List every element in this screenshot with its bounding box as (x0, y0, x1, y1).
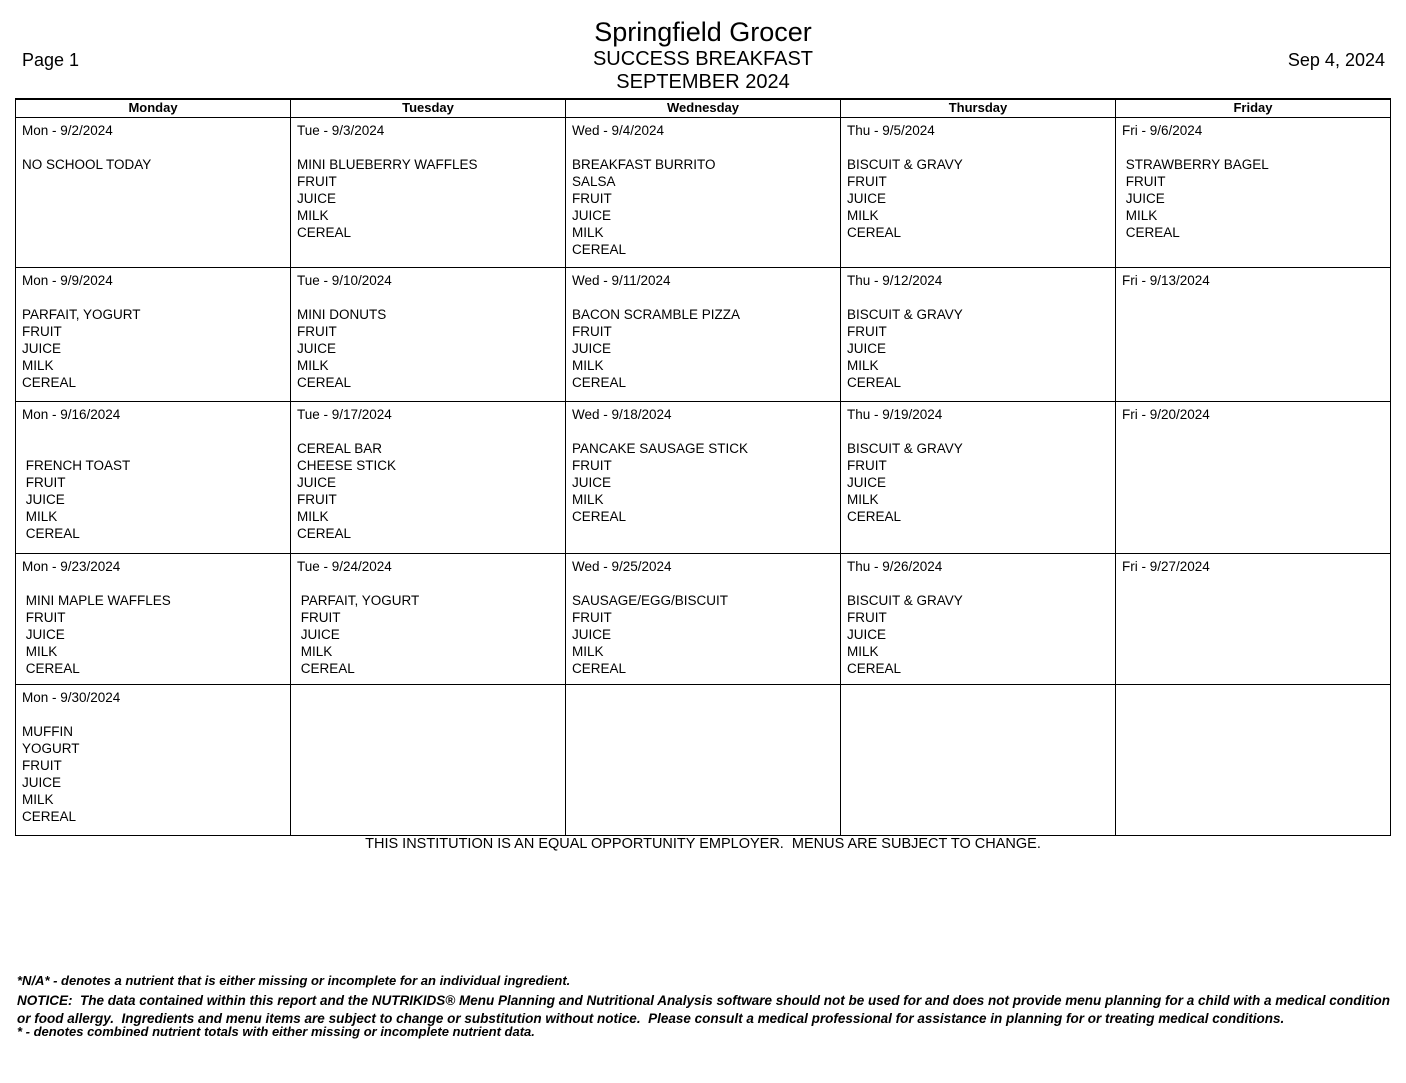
menu-item: CEREAL (297, 661, 355, 676)
menu-item: MILK (847, 644, 879, 659)
menu-item: CEREAL (22, 375, 77, 390)
menu-item: JUICE (22, 492, 65, 507)
cell-date: Tue - 9/3/2024 (297, 123, 385, 138)
cell-date: Mon - 9/30/2024 (22, 690, 121, 705)
menu-item: FRUIT (22, 475, 66, 490)
cell-date: Thu - 9/12/2024 (847, 273, 943, 288)
menu-item: JUICE (847, 191, 887, 206)
menu-item: CEREAL (847, 509, 902, 524)
menu-item: MILK (297, 358, 329, 373)
cell-spacer (22, 139, 286, 156)
menu-item: MILK (297, 644, 333, 659)
menu-item: JUICE (572, 208, 612, 223)
footnote-na: *N/A* - denotes a nutrient that is either missing or incomplete for an individual ingredient. (17, 973, 571, 988)
cell-date: Mon - 9/23/2024 (22, 559, 121, 574)
menu-item: MILK (847, 358, 879, 373)
cell-spacer (572, 423, 836, 440)
calendar-cell (566, 118, 841, 267)
cell-date: Tue - 9/24/2024 (297, 559, 392, 574)
menu-item: CEREAL (847, 375, 902, 390)
cell-date: Fri - 9/6/2024 (1122, 123, 1203, 138)
cell-spacer (297, 575, 561, 592)
menu-item: MILK (572, 492, 604, 507)
cell-spacer (22, 423, 286, 440)
cell-date (572, 689, 836, 706)
menu-item: NO SCHOOL TODAY (22, 157, 152, 172)
menu-item: FRUIT (572, 324, 612, 339)
eoe-statement: THIS INSTITUTION IS AN EQUAL OPPORTUNITY EMPLOYER. MENUS ARE SUBJECT TO CHANGE. (365, 836, 1041, 852)
calendar-cell (566, 402, 841, 553)
menu-item: PARFAIT, YOGURT (297, 593, 420, 608)
calendar-cell (16, 554, 291, 684)
menu-item: MINI DONUTS (297, 307, 387, 322)
menu-item: JUICE (297, 627, 340, 642)
menu-item: MILK (297, 208, 329, 223)
menu-item: CHEESE STICK (297, 458, 397, 473)
menu-item: PANCAKE SAUSAGE STICK (572, 441, 749, 456)
menu-item: CEREAL (572, 661, 627, 676)
cell-date: Tue - 9/17/2024 (297, 407, 392, 422)
menu-item: JUICE (847, 341, 887, 356)
calendar-table (15, 98, 1391, 836)
menu-item: MILK (847, 208, 879, 223)
menu-item: FRUIT (847, 324, 887, 339)
menu-item: MILK (572, 225, 604, 240)
menu-item: MILK (22, 644, 58, 659)
menu-item: BACON SCRAMBLE PIZZA (572, 307, 741, 322)
menu-item: CEREAL (572, 509, 627, 524)
menu-item: MILK (22, 792, 54, 807)
cell-spacer (572, 575, 836, 592)
calendar-cell (841, 118, 1116, 267)
calendar-cell (16, 268, 291, 401)
menu-item: PARFAIT, YOGURT (22, 307, 141, 322)
title-block (0, 17, 1406, 94)
calendar-week-row (16, 402, 1390, 554)
calendar-week-row (16, 118, 1390, 268)
cell-spacer (22, 440, 286, 457)
menu-item: CEREAL (572, 242, 627, 257)
cell-date: Thu - 9/19/2024 (847, 407, 943, 422)
calendar-cell (1116, 118, 1390, 267)
menu-month: SEPTEMBER 2024 (616, 71, 790, 93)
page-number: Page 1 (22, 50, 80, 70)
calendar-cell (16, 118, 291, 267)
calendar-cell (1116, 554, 1390, 684)
menu-title: SUCCESS BREAKFAST (592, 48, 814, 70)
menu-item: FRUIT (297, 174, 337, 189)
menu-item: BREAKFAST BURRITO (572, 157, 716, 172)
menu-item: JUICE (847, 627, 887, 642)
menu-item: CEREAL (297, 225, 352, 240)
cell-date: Wed - 9/4/2024 (572, 123, 665, 138)
cell-spacer (572, 139, 836, 156)
calendar-cell (1116, 685, 1390, 835)
menu-item: JUICE (297, 475, 337, 490)
calendar-week-row (16, 268, 1390, 402)
menu-item: MILK (22, 358, 54, 373)
menu-item: STRAWBERRY BAGEL (1122, 157, 1269, 172)
cell-spacer (572, 289, 836, 306)
day-header-friday: Friday (1233, 100, 1273, 115)
day-header-thursday: Thursday (841, 100, 1116, 117)
menu-item: MILK (847, 492, 879, 507)
calendar-cell (16, 402, 291, 553)
cell-date (297, 689, 561, 706)
menu-item: FRUIT (572, 191, 612, 206)
cell-date: Thu - 9/5/2024 (847, 123, 935, 138)
calendar-cell (841, 685, 1116, 835)
cell-spacer (847, 423, 1111, 440)
cell-spacer (22, 706, 286, 723)
menu-item: FRUIT (297, 492, 337, 507)
menu-item: JUICE (22, 341, 62, 356)
cell-date: Fri - 9/13/2024 (1122, 273, 1210, 288)
calendar-cell (841, 554, 1116, 684)
calendar-week-row (16, 554, 1390, 685)
menu-item: JUICE (1122, 191, 1165, 206)
menu-item: FRUIT (22, 610, 66, 625)
menu-item: SALSA (572, 174, 616, 189)
cell-spacer (297, 289, 561, 306)
cell-date: Wed - 9/11/2024 (572, 273, 671, 288)
menu-item: CEREAL (847, 225, 902, 240)
cell-date: Mon - 9/9/2024 (22, 273, 113, 288)
calendar-week-row (16, 685, 1390, 835)
cell-spacer (22, 289, 286, 306)
calendar-cell (841, 402, 1116, 553)
menu-item: JUICE (572, 475, 612, 490)
cell-date: Thu - 9/26/2024 (847, 559, 943, 574)
calendar-cell (1116, 402, 1390, 553)
menu-item: CEREAL (847, 661, 902, 676)
calendar-cell (291, 268, 566, 401)
cell-spacer (847, 575, 1111, 592)
day-header-monday: Monday (16, 100, 291, 117)
menu-item: JUICE (22, 627, 65, 642)
menu-item: MINI BLUEBERRY WAFFLES (297, 157, 478, 172)
menu-item: CEREAL (22, 809, 77, 824)
menu-item: FRUIT (847, 174, 887, 189)
cell-date (847, 689, 1111, 706)
menu-item: MUFFIN (22, 724, 73, 739)
calendar-cell (1116, 268, 1390, 401)
menu-item: CEREAL (572, 375, 627, 390)
calendar-cell (566, 685, 841, 835)
menu-item: CEREAL (1122, 225, 1180, 240)
menu-item: CEREAL (22, 526, 80, 541)
cell-spacer (1122, 139, 1386, 156)
menu-item: FRENCH TOAST (22, 458, 131, 473)
menu-item: BISCUIT & GRAVY (847, 157, 963, 172)
cell-date: Fri - 9/20/2024 (1122, 407, 1210, 422)
cell-date: Wed - 9/25/2024 (572, 559, 672, 574)
menu-item: BISCUIT & GRAVY (847, 593, 963, 608)
calendar-cell (841, 268, 1116, 401)
menu-item: MINI MAPLE WAFFLES (22, 593, 171, 608)
cell-spacer (847, 139, 1111, 156)
menu-item: BISCUIT & GRAVY (847, 307, 963, 322)
menu-item: MILK (22, 509, 58, 524)
menu-item: FRUIT (22, 758, 62, 773)
menu-item: FRUIT (1122, 174, 1166, 189)
calendar-cell (566, 554, 841, 684)
org-name: Springfield Grocer (594, 17, 812, 47)
menu-item: FRUIT (297, 610, 341, 625)
cell-date: Mon - 9/16/2024 (22, 407, 121, 422)
calendar-cell (566, 268, 841, 401)
menu-item: BISCUIT & GRAVY (847, 441, 963, 456)
calendar-cell (291, 685, 566, 835)
calendar-header-row (16, 100, 1390, 118)
menu-item: FRUIT (22, 324, 62, 339)
day-header-tuesday: Tuesday (291, 100, 566, 117)
print-date: Sep 4, 2024 (1287, 50, 1385, 70)
cell-date: Wed - 9/18/2024 (572, 407, 672, 422)
calendar-cell (16, 685, 291, 835)
cell-spacer (22, 575, 286, 592)
menu-item: JUICE (572, 341, 612, 356)
cell-spacer (297, 423, 561, 440)
menu-item: MILK (572, 644, 604, 659)
menu-item: CEREAL BAR (297, 441, 383, 456)
menu-item: JUICE (572, 627, 612, 642)
calendar-cell (291, 554, 566, 684)
menu-item: JUICE (297, 341, 337, 356)
calendar-cell (291, 118, 566, 267)
notice-text: NOTICE: The data contained within this report and the NUTRIKIDS® Menu Planning and Nutritional Analysis software should not be used for and does not provide menu planning for a child with a medical condition or food allergy. Ingredients and menu items are subject to change or substitution without notice. Please consult a medical professional for assistance in planning for or treating medical conditions. (17, 993, 1394, 1026)
cell-spacer (847, 289, 1111, 306)
menu-item: JUICE (847, 475, 887, 490)
menu-item: SAUSAGE/EGG/BISCUIT (572, 593, 729, 608)
cell-date (1122, 689, 1386, 706)
menu-item: MILK (297, 509, 329, 524)
menu-item: CEREAL (297, 375, 352, 390)
cell-date: Fri - 9/27/2024 (1122, 559, 1210, 574)
menu-item: MILK (1122, 208, 1158, 223)
menu-item: FRUIT (572, 610, 612, 625)
menu-item: CEREAL (297, 526, 352, 541)
menu-item: FRUIT (847, 458, 887, 473)
menu-item: JUICE (297, 191, 337, 206)
calendar-cell (291, 402, 566, 553)
menu-item: YOGURT (22, 741, 80, 756)
footnote-star: * - denotes combined nutrient totals with either missing or incomplete nutrient data. (17, 1024, 535, 1039)
cell-date: Mon - 9/2/2024 (22, 123, 113, 138)
menu-item: JUICE (22, 775, 62, 790)
cell-spacer (297, 139, 561, 156)
menu-item: FRUIT (572, 458, 612, 473)
menu-item: FRUIT (297, 324, 337, 339)
menu-item: CEREAL (22, 661, 80, 676)
menu-item: MILK (572, 358, 604, 373)
cell-date: Tue - 9/10/2024 (297, 273, 392, 288)
menu-item: FRUIT (847, 610, 887, 625)
day-header-wednesday: Wednesday (566, 100, 841, 117)
